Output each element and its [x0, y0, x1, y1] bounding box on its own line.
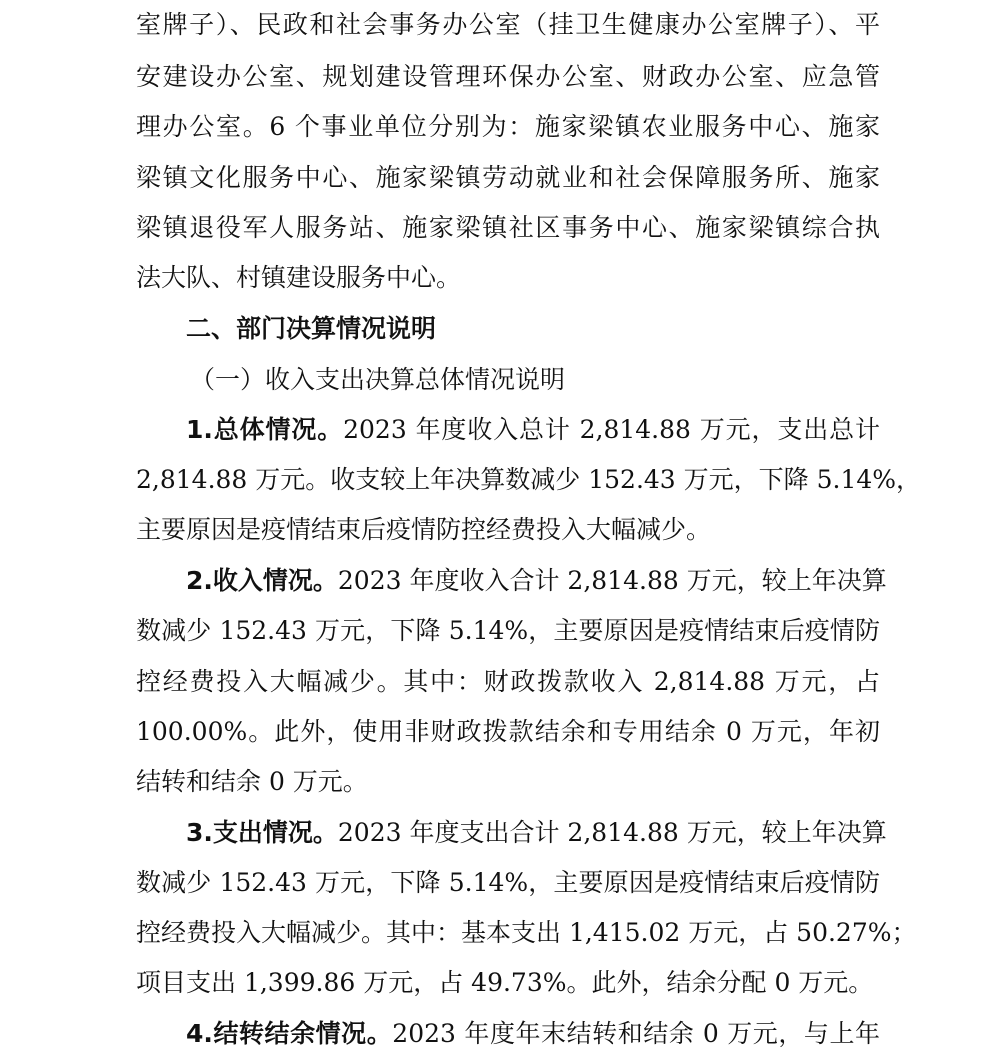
paragraph-line: 100.00%。此外，使用非财政拨款结余和专用结余 0 万元，年初 — [136, 717, 880, 746]
paragraph-line: 项目支出 1,399.86 万元，占 49.73%。此外，结余分配 0 万元。 — [136, 968, 874, 997]
paragraph-line: 控经费投入大幅减少。其中：基本支出 1,415.02 万元，占 50.27%； — [136, 918, 917, 947]
section-heading: 二、部门决算情况说明 — [186, 314, 437, 343]
paragraph-title: 1.总体情况。 — [186, 415, 344, 444]
paragraph-line: 室牌子）、民政和社会事务办公室（挂卫生健康办公室牌子）、平 — [136, 10, 880, 39]
paragraph-line: 梁镇退役军人服务站、施家梁镇社区事务中心、施家梁镇综合执 — [136, 213, 880, 242]
paragraph-line: 1.总体情况。2023 年度收入总计 2,814.88 万元，支出总计 — [186, 415, 880, 444]
paragraph-line: 4.结转结余情况。2023 年度年末结转和结余 0 万元，与上年 — [186, 1019, 880, 1048]
paragraph-title: 3.支出情况。 — [186, 818, 338, 847]
paragraph-line: 数减少 152.43 万元，下降 5.14%，主要原因是疫情结束后疫情防 — [136, 616, 880, 645]
paragraph-title: 2.收入情况。 — [186, 566, 338, 595]
paragraph-line: 2.收入情况。2023 年度收入合计 2,814.88 万元，较上年决算 — [186, 566, 887, 595]
paragraph-title: 4.结转结余情况。 — [186, 1019, 393, 1048]
paragraph-line: 梁镇文化服务中心、施家梁镇劳动就业和社会保障服务所、施家 — [136, 163, 880, 192]
paragraph-line: 2,814.88 万元。收支较上年决算数减少 152.43 万元，下降 5.14%， — [136, 465, 922, 494]
paragraph-line: 数减少 152.43 万元，下降 5.14%，主要原因是疫情结束后疫情防 — [136, 868, 880, 897]
paragraph-line: 结转和结余 0 万元。 — [136, 767, 368, 796]
subsection-heading: （一）收入支出决算总体情况说明 — [190, 365, 566, 394]
paragraph-line: 3.支出情况。2023 年度支出合计 2,814.88 万元，较上年决算 — [186, 818, 887, 847]
paragraph-line: 法大队、村镇建设服务中心。 — [136, 263, 462, 292]
paragraph-line: 理办公室。6 个事业单位分别为：施家梁镇农业服务中心、施家 — [136, 112, 880, 141]
paragraph-line: 主要原因是疫情结束后疫情防控经费投入大幅减少。 — [136, 515, 712, 544]
paragraph-line: 安建设办公室、规划建设管理环保办公室、财政办公室、应急管 — [136, 62, 880, 91]
paragraph-line: 控经费投入大幅减少。其中：财政拨款收入 2,814.88 万元，占 — [136, 667, 880, 696]
